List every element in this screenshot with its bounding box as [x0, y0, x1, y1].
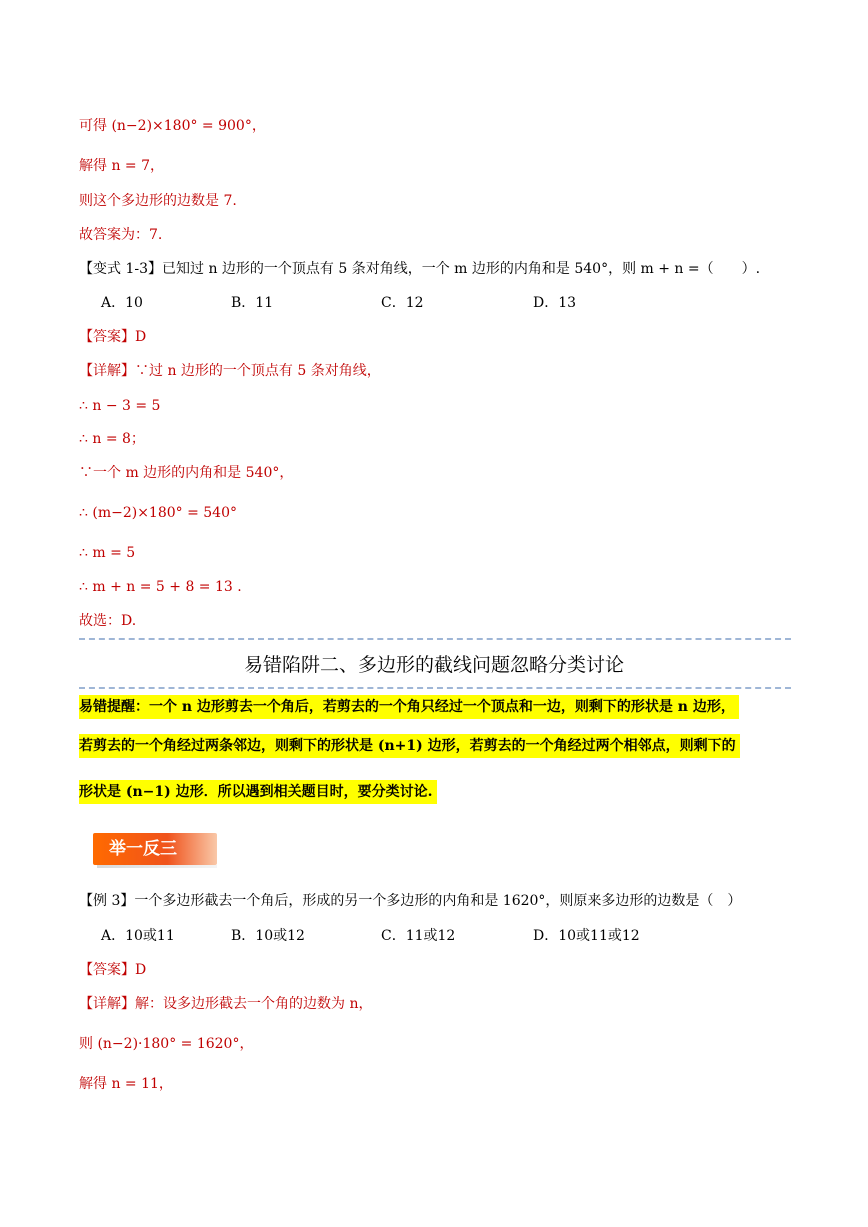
option-a: A．10或11	[101, 928, 175, 944]
solution-step: ∴ m = 5	[79, 545, 136, 561]
option-c: C．12	[381, 295, 424, 311]
option-d: D．10或11或12	[533, 928, 640, 944]
detail-line: 【详解】解：设多边形截去一个角的边数为 n，	[79, 996, 373, 1012]
solution-step: 则 (n−2)·180° = 1620°，	[79, 1036, 254, 1052]
solution-step: ∵一个 m 边形的内角和是 540°，	[79, 465, 294, 481]
solution-step: 解得 n = 11，	[79, 1076, 173, 1092]
option-a: A．10	[101, 295, 143, 311]
solution-line: 则这个多边形的边数是 7.	[79, 193, 237, 209]
solution-step: 故选：D.	[79, 613, 137, 629]
solution-line: 故答案为：7.	[79, 227, 163, 243]
detail-line: 【详解】∵过 n 边形的一个顶点有 5 条对角线，	[79, 363, 381, 379]
tip-line: 易错提醒：一个 n 边形剪去一个角后，若剪去的一个角只经过一个顶点和一边，则剩下的形状是 n 边形，	[79, 695, 739, 719]
divider-top	[79, 638, 791, 640]
option-b: B．10或12	[231, 928, 305, 944]
solution-step: ∴ (m−2)×180° = 540°	[79, 505, 237, 521]
solution-step: ∴ m + n = 5 + 8 = 13 .	[79, 579, 242, 595]
answer-line: 【答案】D	[79, 329, 147, 345]
answer-line: 【答案】D	[79, 962, 147, 978]
section-badge	[93, 829, 217, 869]
tip-line: 形状是 (n−1) 边形．所以遇到相关题目时，要分类讨论.	[79, 780, 437, 804]
option-c: C．11或12	[381, 928, 456, 944]
example-question: 【例 3】一个多边形截去一个角后，形成的另一个多边形的内角和是 1620°，则原来多边形的边数是（ ）	[79, 893, 742, 909]
option-d: D．13	[533, 295, 577, 311]
solution-step: ∴ n = 8；	[79, 431, 145, 447]
badge-label: 举一反三	[109, 839, 177, 859]
solution-line: 解得 n = 7，	[79, 158, 165, 174]
tip-line: 若剪去的一个角经过两条邻边，则剩下的形状是 (n+1) 边形，若剪去的一个角经过两个相邻点，则剩下的	[79, 734, 740, 758]
section-title: 易错陷阱二、多边形的截线问题忽略分类讨论	[243, 654, 624, 676]
solution-line: 可得 (n−2)×180° = 900°，	[79, 118, 266, 134]
divider-bottom	[79, 687, 791, 689]
option-b: B．11	[231, 295, 274, 311]
variant-question: 【变式 1-3】已知过 n 边形的一个顶点有 5 条对角线，一个 m 边形的内角和是 540°，则 m + n =（ ）.	[79, 261, 761, 277]
solution-step: ∴ n − 3 = 5	[79, 398, 161, 414]
